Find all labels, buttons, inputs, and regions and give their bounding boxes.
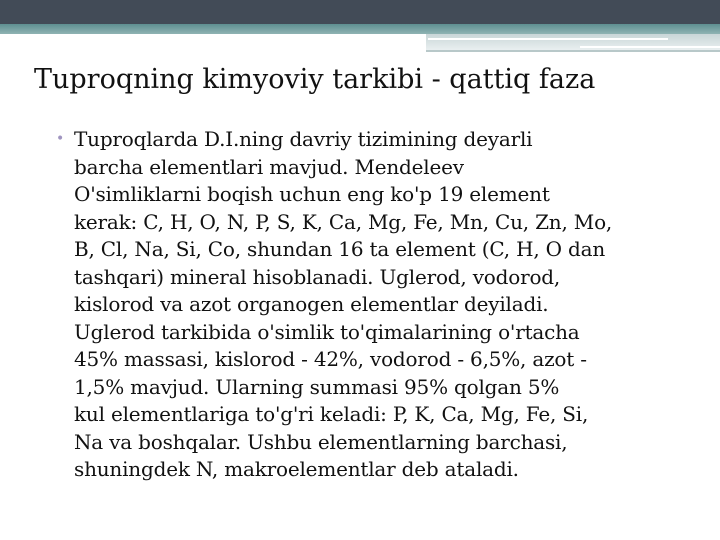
- header-accent-line: [428, 38, 668, 40]
- paragraph-line: Uglerod tarkibida o'simlik to'qimalarining o'rtacha: [74, 319, 580, 344]
- paragraph-line: kislorod va azot organogen elementlar deyiladi.: [74, 292, 549, 316]
- bullet-paragraph: [74, 126, 686, 484]
- header-teal-band: [0, 24, 720, 34]
- paragraph-line: kerak: C, H, O, N, P, S, K, Ca, Mg, Fe, Mn, Cu, Zn, Mo,: [74, 209, 613, 234]
- paragraph-line: 45% massasi, kislorod - 42%, vodorod - 6,5%, azot -: [74, 347, 587, 371]
- header-accent-line-short: [580, 46, 720, 48]
- paragraph-line: tashqari) mineral hisoblanadi. Uglerod, vodorod,: [74, 264, 561, 289]
- bullet-marker: •: [56, 131, 65, 147]
- paragraph-line: B, Cl, Na, Si, Co, shundan 16 ta element (C, H, O dan: [74, 237, 606, 261]
- paragraph-line: Na va boshqalar. Ushbu elementlarning barchasi,: [74, 429, 568, 454]
- header-dark-bar: [0, 0, 720, 24]
- paragraph-line: barcha elementlari mavjud. Mendeleev: [74, 154, 464, 179]
- paragraph-line: 1,5% mavjud. Ularning summasi 95% qolgan 5%: [74, 374, 560, 399]
- paragraph-line: O'simliklarni boqish uchun eng ko'p 19 element: [74, 182, 550, 206]
- header-accent-shadow: [426, 50, 720, 52]
- slide-content: [56, 126, 686, 484]
- slide-title: Tuproqning kimyoviy tarkibi - qattiq faza: [34, 64, 596, 95]
- paragraph-line: Tuproqlarda D.I.ning davriy tizimining deyarli: [74, 127, 533, 151]
- paragraph-line: kul elementlariga to'g'ri keladi: P, K, Ca, Mg, Fe, Si,: [74, 402, 589, 426]
- paragraph-line: shuningdek N, makroelementlar deb ataladi.: [74, 457, 519, 481]
